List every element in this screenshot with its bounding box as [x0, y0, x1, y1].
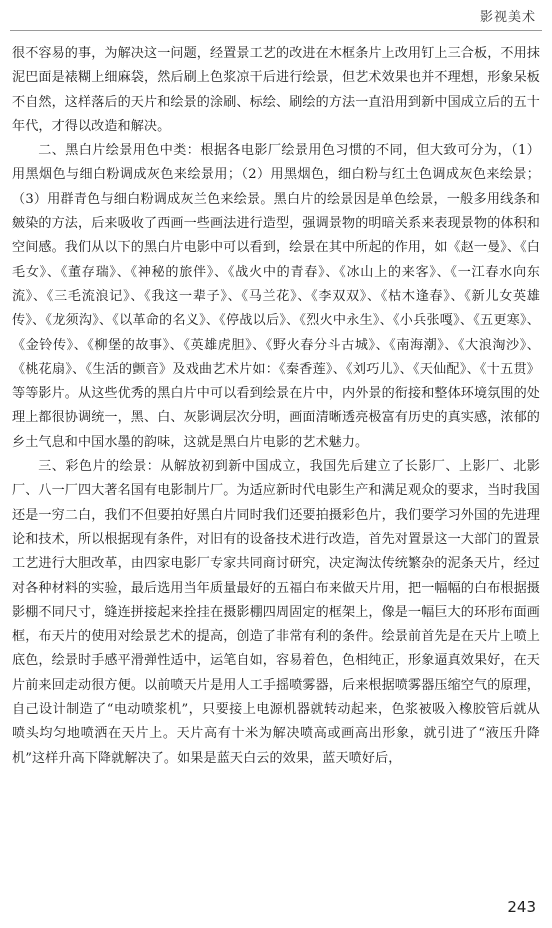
page-number: 243 [507, 898, 536, 916]
paragraph-color-film: 三、彩色片的绘景：从解放初到新中国成立，我国先后建立了长影厂、上影厂、北影厂、八一厂四大著名国有电影制片厂。为适应新时代电影生产和满足观众的要求，当时我国还是一穷二白，我们不但要拍好黑白片同时我们还要拍摄彩色片，我们要学习外国的先进理论和技术，所以根据现有条件，对旧有的设备技术进行改造，首先对置景这一大部门的置景工艺进行大胆改革，由四家电影厂专家共同商讨研究，决定淘汰传统繁杂的泥条天片，经过对各种材料的实验，最后选用当年质量最好的五福白布来做天片用，把一幅幅的白布根据摄影棚不同尺寸，缝连拼接起来拴挂在摄影棚四周固定的框架上，像是一幅巨大的环形布面画框，布天片的使用对绘景艺术的提高，创造了非常有利的条件。绘景前首先是在天片上喷上底色，绘景时手感平滑弹性适中，运笔自如，容易着色，色相纯正，形象逼真效果好，在天片前来回走动很方便。以前喷天片是用人工手摇喷雾器，后来根据喷雾器压缩空气的原理，自己设计制造了“电动喷浆机”，只要接上电源机器就转动起来，色浆被吸入橡胶管后就从喷头均匀地喷洒在天片上。天片高有十米为解决喷高或画高出形象，就引进了“液压升降机”这样升高下降就解决了。如果是蓝天白云的效果，蓝天喷好后， [12, 459, 540, 766]
running-header [0, 0, 552, 34]
running-header-title: 影视美术 [479, 10, 536, 25]
paragraph-black-white-film: 二、黑白片绘景用色中类：根据各电影厂绘景用色习惯的不同，但大致可分为，（1）用黑烟色与细白粉调成灰色来绘景用；（2）用黑烟色，细白粉与红土色调成灰色来绘景；（3）用群青色与细白粉调成灰兰色来绘景。黑白片的绘景因是单色绘景，一般多用线条和皴染的方法，后来吸收了西画一些画法进行造型，强调景物的明暗关系来表现景物的体积和空间感。我们从以下的黑白片电影中可以看到，绘景在其中所起的作用，如《赵一曼》、《白毛女》、《董存瑞》、《神秘的旅伴》、《战火中的青春》、《冰山上的来客》、《一江春水向东流》、《三毛流浪记》、《我这一辈子》、《马兰花》、《李双双》、《枯木逢春》、《新儿女英雄传》、《龙须沟》、《以革命的名义》、《停战以后》、《烈火中永生》、《小兵张嘎》、《五更寒》、《金铃传》、《柳堡的故事》、《英雄虎胆》、《野火春分斗古城》、《南海潮》、《大浪淘沙》、《桃花扇》、《生活的颤音》及戏曲艺术片如：《秦香莲》、《刘巧儿》、《天仙配》、《十五贯》等等影片。从这些优秀的黑白片中可以看到绘景在片中，内外景的衔接和整体环境氛围的处理上都很协调统一，黑、白、灰影调层次分明，画面清晰透亮极富有历史的真实感，浓郁的乡土气息和中国水墨的韵味，这就是黑白片电影的艺术魅力。 [12, 143, 540, 450]
body-text [12, 42, 540, 771]
paragraph-continuation: 很不容易的事，为解决这一问题，经置景工艺的改进在木框条片上改用钉上三合板，不用抹泥巴面是裱糊上细麻袋，然后刷上色浆凉干后进行绘景，但艺术效果也并不理想，形象呆板不自然，这样落后的天片和绘景的涂刷、标绘、刷绘的方法一直沿用到新中国成立后的五十年代，才得以改造和解决。 [12, 46, 540, 134]
header-rule [10, 30, 542, 31]
